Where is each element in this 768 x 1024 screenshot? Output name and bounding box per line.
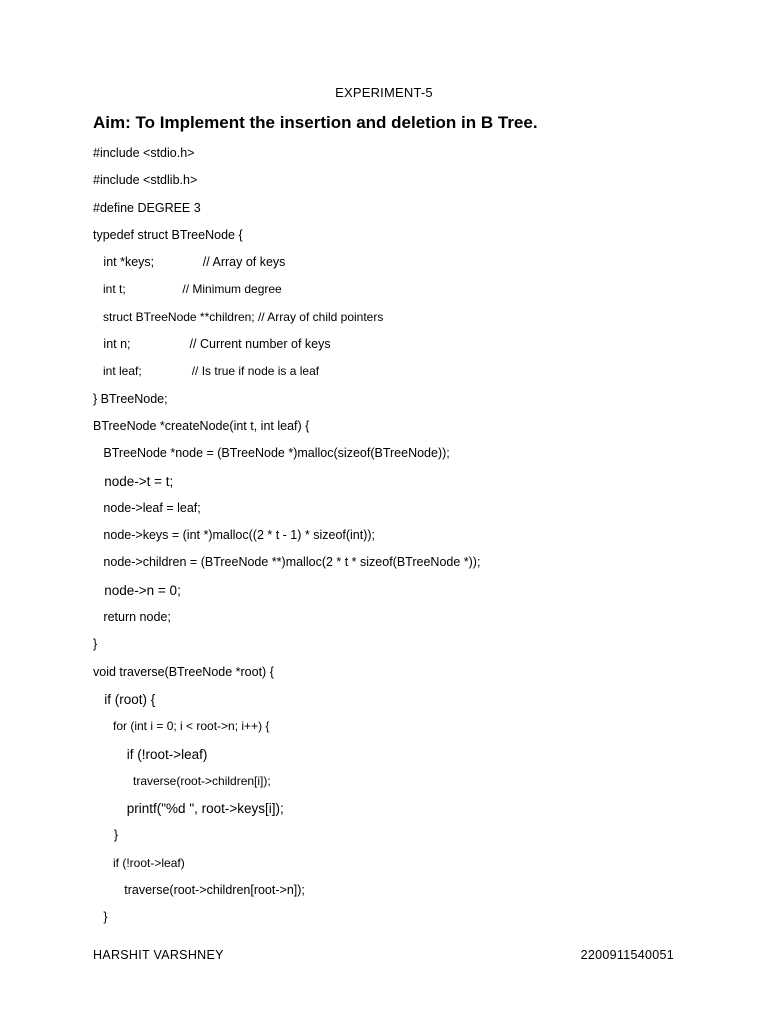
code-line: printf("%d ", root->keys[i]); xyxy=(93,801,284,817)
code-line: return node; xyxy=(93,610,171,625)
code-line: node->t = t; xyxy=(93,473,174,489)
code-line: if (root) { xyxy=(93,691,156,707)
code-line: typedef struct BTreeNode { xyxy=(93,227,243,242)
code-line: BTreeNode *createNode(int t, int leaf) { xyxy=(93,418,310,433)
code-line: node->children = (BTreeNode **)malloc(2 * t * sizeof(BTreeNode *)); xyxy=(93,555,481,570)
code-line: #define DEGREE 3 xyxy=(93,200,201,215)
code-line: node->leaf = leaf; xyxy=(93,500,201,515)
code-line: if (!root->leaf) xyxy=(93,855,185,870)
code-line: int leaf; // Is true if node is a leaf xyxy=(93,364,320,379)
code-line: #include <stdio.h> xyxy=(93,146,195,160)
code-line: node->n = 0; xyxy=(93,582,181,598)
code-line: traverse(root->children[i]); xyxy=(93,773,271,788)
code-line: if (!root->leaf) xyxy=(93,746,208,762)
code-line: } BTreeNode; xyxy=(93,391,168,406)
code-line: } xyxy=(93,828,119,843)
experiment-heading: EXPERIMENT-5 xyxy=(335,85,433,100)
code-line: int t; // Minimum degree xyxy=(93,282,282,297)
footer-roll-number: 2200911540051 xyxy=(580,948,674,962)
aim-title: Aim: To Implement the insertion and deletion in B Tree. xyxy=(93,113,538,132)
code-line: node->keys = (int *)malloc((2 * t - 1) * sizeof(int)); xyxy=(93,528,376,543)
code-line: int *keys; // Array of keys xyxy=(93,255,286,270)
code-listing xyxy=(93,140,480,932)
footer-author: HARSHIT VARSHNEY xyxy=(93,948,224,962)
code-line: int n; // Current number of keys xyxy=(93,337,331,352)
code-line: BTreeNode *node = (BTreeNode *)malloc(sizeof(BTreeNode)); xyxy=(93,446,450,461)
code-line: void traverse(BTreeNode *root) { xyxy=(93,664,274,679)
code-line: struct BTreeNode **children; // Array of child pointers xyxy=(93,309,384,324)
code-line: } xyxy=(93,637,98,652)
code-line: for (int i = 0; i < root->n; i++) { xyxy=(93,719,270,734)
code-line: #include <stdlib.h> xyxy=(93,173,198,188)
code-line: } xyxy=(93,910,108,925)
code-line: traverse(root->children[root->n]); xyxy=(93,883,305,898)
